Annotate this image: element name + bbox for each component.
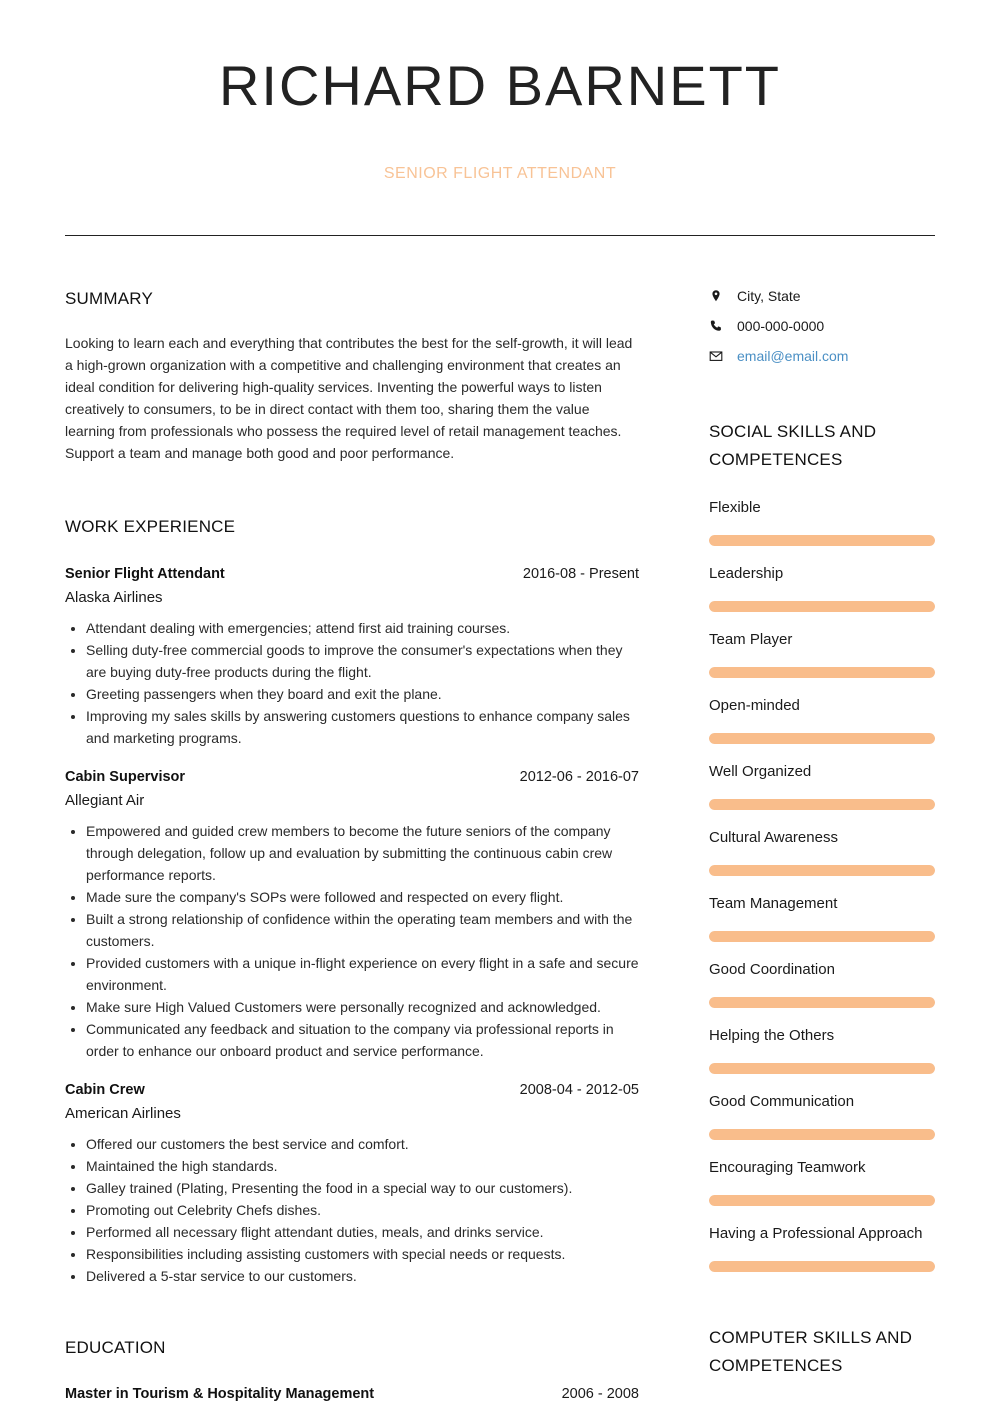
job-position: Cabin Crew: [65, 1082, 145, 1098]
skill-level-fill: [709, 667, 935, 678]
education-entry: [65, 1384, 639, 1404]
skill-item: [709, 564, 935, 612]
skill-name: Team Management: [709, 895, 838, 912]
skill-level-fill: [709, 1063, 935, 1074]
summary-heading: SUMMARY: [65, 289, 153, 308]
main-column: [65, 288, 639, 1404]
social-skills-heading: SOCIAL SKILLS AND COMPETENCES: [709, 422, 877, 469]
skill-level-fill: [709, 799, 935, 810]
job-entry: [65, 767, 639, 1062]
header-divider: [65, 235, 935, 236]
job-position: Cabin Supervisor: [65, 769, 186, 785]
location-text: City, State: [737, 288, 801, 304]
jobs-list: [65, 564, 639, 1287]
envelope-icon: [709, 349, 723, 363]
skill-name: Open-minded: [709, 697, 800, 714]
work-heading: WORK EXPERIENCE: [65, 517, 236, 536]
skill-name: Leadership: [709, 565, 784, 582]
job-dates: 2016-08 - Present: [522, 566, 639, 582]
job-position: Senior Flight Attendant: [65, 566, 225, 582]
skill-name: Flexible: [709, 499, 761, 516]
job-bullet: • Galley trained (Plating, Presenting the food in a special way to our customers).: [86, 1177, 639, 1199]
job-bullet: • Make sure High Valued Customers were personally recognized and acknowledged.: [86, 996, 639, 1018]
skill-level-bar: [709, 931, 935, 942]
job-bullet: • Improving my sales skills by answering customers questions to enhance company sales and marketing programs.: [86, 705, 639, 749]
skill-level-fill: [709, 733, 935, 744]
skill-level-fill: [709, 1129, 935, 1140]
skill-name: Good Coordination: [709, 961, 835, 978]
contact-email[interactable]: [709, 346, 935, 366]
skill-item: [709, 1026, 935, 1074]
job-bullet: • Promoting out Celebrity Chefs dishes.: [86, 1199, 639, 1221]
skills-list: [709, 498, 935, 1272]
skill-item: [709, 630, 935, 678]
skill-level-fill: [709, 1195, 935, 1206]
job-bullet: • Communicated any feedback and situation to the company via professional reports in order to enhance our onboard product and service performance.: [86, 1018, 639, 1062]
job-bullet: • Attendant dealing with emergencies; attend first aid training courses.: [86, 617, 639, 639]
skill-name: Cultural Awareness: [709, 829, 838, 846]
job-bullet: • Provided customers with a unique in-flight experience on every flight in a safe and secure environment.: [86, 952, 639, 996]
job-dates: 2012-06 - 2016-07: [519, 769, 639, 785]
skill-level-fill: [709, 997, 935, 1008]
skill-level-bar: [709, 535, 935, 546]
job-bullets: [65, 1133, 639, 1287]
job-bullet: • Maintained the high standards.: [86, 1155, 639, 1177]
skill-level-bar: [709, 667, 935, 678]
skill-level-fill: [709, 535, 935, 546]
job-header: [65, 564, 639, 584]
job-bullets: [65, 820, 639, 1062]
summary-text: Looking to learn each and everything that contributes the best for the self-growth, it will lead a high-grown organization with a competitive and challenging environment that creates an ideal condition for delivering high-quality services. Inventing the powerful ways to listen creatively to consumers, to be in direct contact with them too, sharing them the value learning from professionals who possess the required level of retail management teaches. Support a team and manage both good and poor performance.: [65, 335, 633, 461]
contact-block: [709, 286, 935, 366]
job-bullet: • Greeting passengers when they board and exit the plane.: [86, 683, 639, 705]
job-header: [65, 1080, 639, 1100]
skill-level-bar: [709, 733, 935, 744]
map-pin-icon: [709, 289, 723, 303]
skill-item: [709, 1092, 935, 1140]
job-dates: 2008-04 - 2012-05: [519, 1082, 639, 1098]
contact-phone: [709, 316, 935, 336]
contact-location: [709, 286, 935, 306]
skill-name: Having a Professional Approach: [709, 1225, 923, 1242]
computer-skills-section: [709, 1324, 935, 1380]
skill-level-bar: [709, 799, 935, 810]
job-header: [65, 767, 639, 787]
skill-level-fill: [709, 601, 935, 612]
job-bullet: • Empowered and guided crew members to become the future seniors of the company through delegation, follow up and evaluation by submitting the continuous cabin crew performance reports.: [86, 820, 639, 886]
skill-level-bar: [709, 1063, 935, 1074]
skill-item: [709, 1158, 935, 1206]
education-section: [65, 1337, 639, 1404]
job-company: Allegiant Air: [65, 792, 145, 809]
skill-level-bar: [709, 997, 935, 1008]
phone-text: 000-000-0000: [737, 318, 825, 334]
job-company: Alaska Airlines: [65, 589, 163, 606]
job-bullets: [65, 617, 639, 749]
skill-level-bar: [709, 1261, 935, 1272]
phone-icon: [709, 319, 723, 333]
skill-item: [709, 894, 935, 942]
skill-item: [709, 960, 935, 1008]
skill-level-bar: [709, 1195, 935, 1206]
job-bullet: • Selling duty-free commercial goods to improve the consumer's expectations when they are buying duty-free products during the flight.: [86, 639, 639, 683]
job-bullet: • Responsibilities including assisting customers with special needs or requests.: [86, 1243, 639, 1265]
email-link[interactable]: email@email.com: [737, 348, 849, 364]
skill-level-fill: [709, 931, 935, 942]
job-bullet: • Offered our customers the best service and comfort.: [86, 1133, 639, 1155]
candidate-name: RICHARD BARNETT: [218, 54, 782, 117]
computer-skills-heading: COMPUTER SKILLS AND COMPETENCES: [709, 1328, 913, 1375]
skill-level-bar: [709, 865, 935, 876]
skill-item: [709, 828, 935, 876]
summary-section: [65, 288, 639, 464]
job-entry: [65, 564, 639, 749]
skill-level-bar: [709, 1129, 935, 1140]
skill-name: Well Organized: [709, 763, 812, 780]
job-bullet: • Delivered a 5-star service to our customers.: [86, 1265, 639, 1287]
skill-item: [709, 1224, 935, 1272]
skill-item: [709, 762, 935, 810]
education-dates: 2006 - 2008: [561, 1386, 639, 1402]
skill-item: [709, 696, 935, 744]
skill-name: Encouraging Teamwork: [709, 1159, 866, 1176]
social-skills-section: [709, 418, 935, 1272]
skill-name: Good Communication: [709, 1093, 855, 1110]
skill-name: Team Player: [709, 631, 793, 648]
job-bullet: • Made sure the company's SOPs were followed and respected on every flight.: [86, 886, 639, 908]
skill-level-fill: [709, 1261, 935, 1272]
skill-level-bar: [709, 601, 935, 612]
job-bullet: • Built a strong relationship of confidence within the operating team members and with the customers.: [86, 908, 639, 952]
work-section: [65, 516, 639, 1287]
job-company: American Airlines: [65, 1105, 181, 1122]
job-entry: [65, 1080, 639, 1287]
skill-item: [709, 498, 935, 546]
job-title: SENIOR FLIGHT ATTENDANT: [383, 165, 617, 182]
skill-name: Helping the Others: [709, 1027, 835, 1044]
education-heading: EDUCATION: [65, 1338, 166, 1357]
degree-name: Master in Tourism & Hospitality Management: [65, 1386, 375, 1402]
side-column: [709, 286, 935, 1380]
skill-level-fill: [709, 865, 935, 876]
job-bullet: • Performed all necessary flight attendant duties, meals, and drinks service.: [86, 1221, 639, 1243]
